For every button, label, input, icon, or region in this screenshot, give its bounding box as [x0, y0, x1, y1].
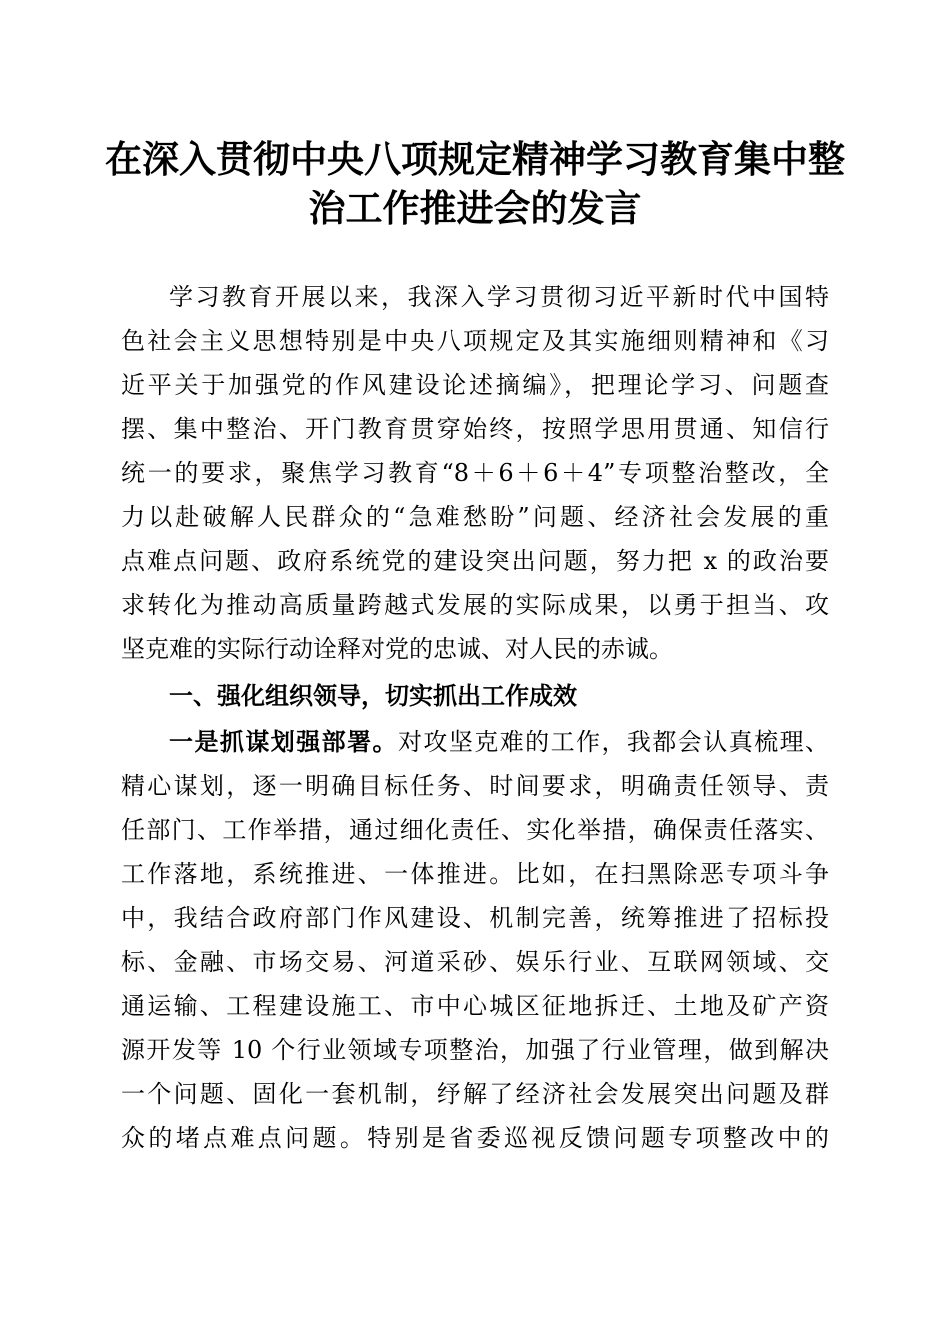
paragraph-line: 色社会主义思想特别是中央八项规定及其实施细则精神和《习 — [121, 327, 829, 355]
paragraph-line: 摆、集中整治、开门教育贯穿始终，按照学思用贯通、知信行 — [121, 415, 829, 443]
lead-rest: 对攻坚克难的工作，我都会认真梳理、 — [397, 728, 830, 756]
paragraph-line: 任部门、工作举措，通过细化责任、实化举措，确保责任落实、 — [121, 816, 829, 844]
document-title-line-1: 在深入贯彻中央八项规定精神学习教育集中整 — [105, 137, 845, 181]
document-title-line-2: 治工作推进会的发言 — [308, 186, 642, 230]
paragraph-line: 标、金融、市场交易、河道采砂、娱乐行业、互联网领域、交 — [121, 948, 829, 976]
paragraph-line: 近平关于加强党的作风建设论述摘编》，把理论学习、问题查 — [121, 371, 829, 399]
paragraph-line: 坚克难的实际行动诠释对党的忠诚、对人民的赤诚。 — [121, 635, 673, 663]
paragraph-line: 众的堵点难点问题。特别是省委巡视反馈问题专项整改中的 — [121, 1124, 829, 1152]
paragraph-line: 力以赴破解人民群众的“急难愁盼”问题、经济社会发展的重 — [121, 503, 829, 531]
paragraph-line: 一个问题、固化一套机制，纾解了经济社会发展突出问题及群 — [121, 1080, 829, 1108]
lead-phrase: 一是抓谋划强部署。 — [169, 728, 398, 756]
paragraph-line: 统一的要求，聚焦学习教育“8＋6＋6＋4”专项整治整改，全 — [121, 459, 829, 487]
paragraph-line: 通运输、工程建设施工、市中心城区征地拆迁、土地及矿产资 — [121, 992, 829, 1020]
paragraph-line: 源开发等 10 个行业领域专项整治，加强了行业管理，做到解决 — [121, 1036, 829, 1064]
section-heading: 一、强化组织领导，切实抓出工作成效 — [169, 682, 577, 710]
paragraph-line: 点难点问题、政府系统党的建设突出问题，努力把 x 的政治要 — [121, 547, 829, 575]
paragraph-line: 中，我结合政府部门作风建设、机制完善，统筹推进了招标投 — [121, 904, 829, 932]
paragraph-line: 精心谋划，逐一明确目标任务、时间要求，明确责任领导、责 — [121, 772, 829, 800]
paragraph-line — [169, 725, 829, 759]
paragraph-line: 学习教育开展以来，我深入学习贯彻习近平新时代中国特 — [169, 283, 829, 311]
paragraph-line: 求转化为推动高质量跨越式发展的实际成果，以勇于担当、攻 — [121, 591, 829, 619]
paragraph-line: 工作落地，系统推进、一体推进。比如，在扫黑除恶专项斗争 — [121, 860, 829, 888]
